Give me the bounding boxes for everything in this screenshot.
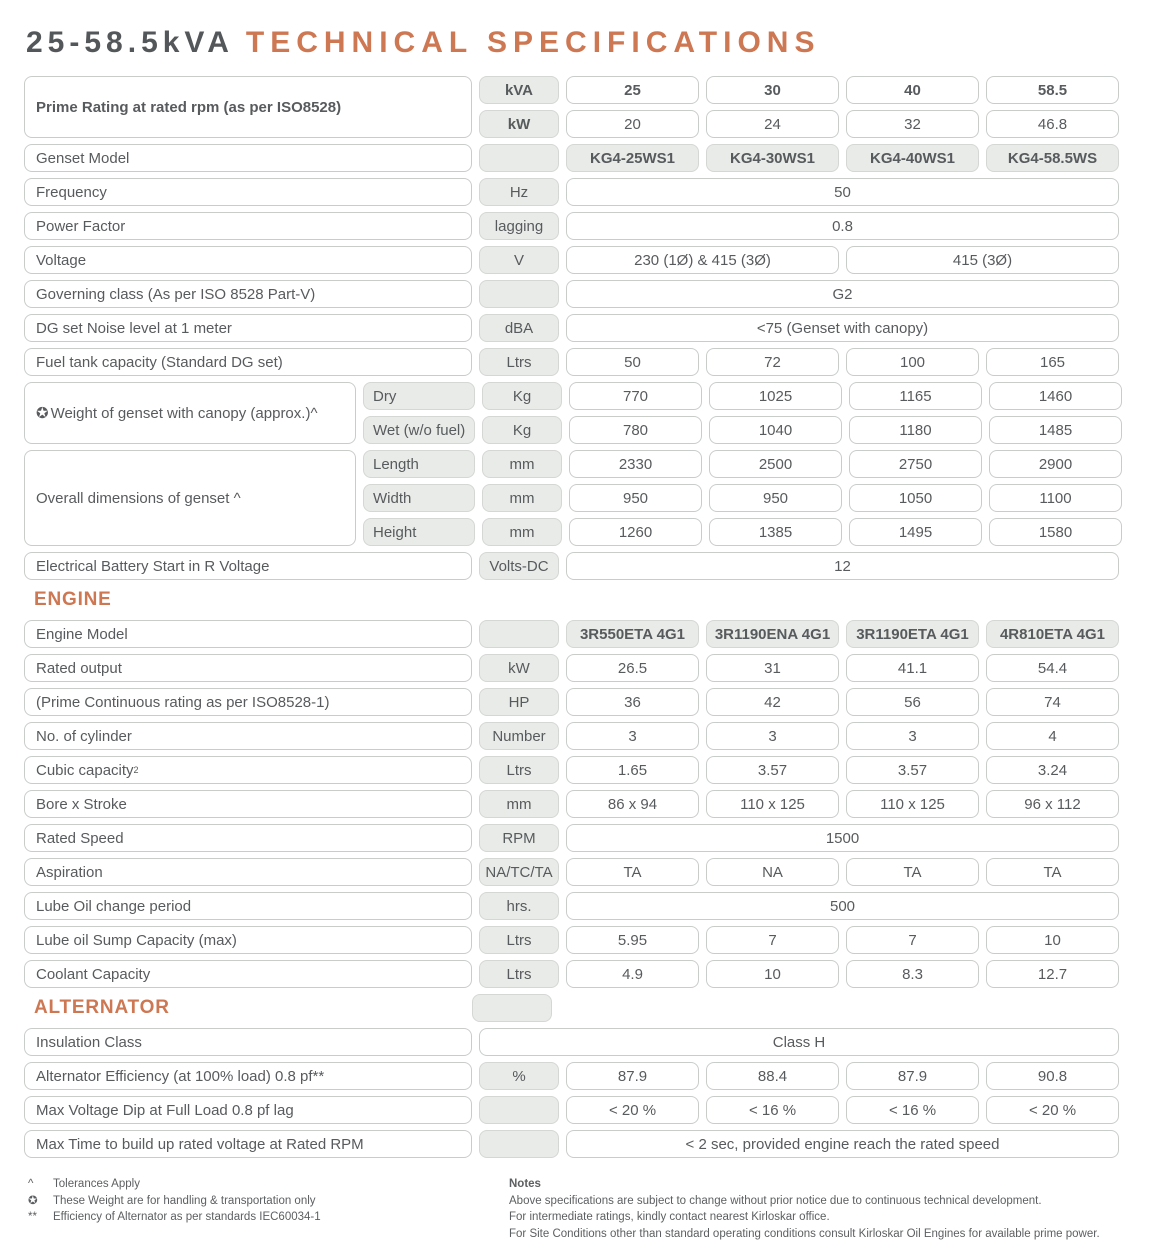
spec-row-prime-rating — [24, 76, 1123, 138]
model-badge: KG4-30WS1 — [706, 144, 839, 172]
model-badge: 4R810ETA 4G1 — [986, 620, 1119, 648]
unit-badge: mm — [482, 450, 562, 478]
notes-block — [506, 1176, 1123, 1242]
value-cell: 10 — [986, 926, 1119, 954]
value-cell: 1460 — [989, 382, 1122, 410]
notes-title: Notes — [509, 1178, 541, 1190]
value-cell: 86 x 94 — [566, 790, 699, 818]
value-cell: 46.8 — [986, 110, 1119, 138]
spec-row-coolant — [24, 960, 1123, 988]
row-label: Bore x Stroke — [24, 790, 472, 818]
spec-row-noise-level — [24, 314, 1123, 342]
value-cell: < 16 % — [706, 1096, 839, 1124]
value-cell: 42 — [706, 688, 839, 716]
row-label: Fuel tank capacity (Standard DG set) — [24, 348, 472, 376]
unit-badge: kVA — [479, 76, 559, 104]
row-label: No. of cylinder — [24, 722, 472, 750]
footer — [24, 1176, 1123, 1242]
row-label: Electrical Battery Start in R Voltage — [24, 552, 472, 580]
sub-label: Dry — [363, 382, 475, 410]
unit-badge: dBA — [479, 314, 559, 342]
unit-badge-empty — [479, 1096, 559, 1124]
value-cell: 10 — [706, 960, 839, 988]
dimension-length-line — [363, 450, 1122, 478]
footnotes — [24, 1176, 506, 1242]
value-cell: 3.57 — [846, 756, 979, 784]
unit-badge: Volts-DC — [479, 552, 559, 580]
value-cell-merged: < 2 sec, provided engine reach the rated speed — [566, 1130, 1119, 1158]
spec-row-bore-stroke — [24, 790, 1123, 818]
value-cell-merged: Class H — [479, 1028, 1119, 1056]
note-line: For intermediate ratings, kindly contact nearest Kirloskar office. — [509, 1211, 830, 1223]
value-cell: 950 — [709, 484, 842, 512]
value-cell: 7 — [706, 926, 839, 954]
value-cell: 40 — [846, 76, 979, 104]
row-label: Aspiration — [24, 858, 472, 886]
value-cell: 20 — [566, 110, 699, 138]
sub-label: Wet (w/o fuel) — [363, 416, 475, 444]
unit-badge: kW — [479, 654, 559, 682]
unit-badge: Ltrs — [479, 926, 559, 954]
value-cell: 1050 — [849, 484, 982, 512]
spec-row-dimensions — [24, 450, 1123, 546]
spec-row-aspiration — [24, 858, 1123, 886]
spec-row-governing-class — [24, 280, 1123, 308]
value-cell-merged: 50 — [566, 178, 1119, 206]
dimension-width-line — [363, 484, 1122, 512]
model-badge: 3R1190ETA 4G1 — [846, 620, 979, 648]
value-cell: 1580 — [989, 518, 1122, 546]
row-label: Lube oil Sump Capacity (max) — [24, 926, 472, 954]
value-cell: 7 — [846, 926, 979, 954]
spec-row-power-factor — [24, 212, 1123, 240]
value-cell: 24 — [706, 110, 839, 138]
unit-badge: lagging — [479, 212, 559, 240]
value-cell: 41.1 — [846, 654, 979, 682]
gear-star-icon: ✪ — [28, 1194, 38, 1207]
value-cell: 88.4 — [706, 1062, 839, 1090]
unit-badge: HP — [479, 688, 559, 716]
model-badge: KG4-58.5WS — [986, 144, 1119, 172]
value-cell: 110 x 125 — [706, 790, 839, 818]
row-label — [24, 382, 356, 444]
row-label: Lube Oil change period — [24, 892, 472, 920]
value-cell: < 20 % — [566, 1096, 699, 1124]
unit-badge-empty — [479, 1130, 559, 1158]
title-range: 25-58.5kVA — [26, 26, 234, 59]
dimension-height-line — [363, 518, 1122, 546]
value-cell-merged: 230 (1Ø) & 415 (3Ø) — [566, 246, 839, 274]
value-cell: 31 — [706, 654, 839, 682]
row-label: Cubic capacity 2 — [24, 756, 472, 784]
spec-row-efficiency — [24, 1062, 1123, 1090]
unit-badge-empty — [479, 280, 559, 308]
value-cell-merged: 415 (3Ø) — [846, 246, 1119, 274]
value-cell: 54.4 — [986, 654, 1119, 682]
row-label: Rated output — [24, 654, 472, 682]
value-cell: 50 — [566, 348, 699, 376]
value-cell: TA — [986, 858, 1119, 886]
value-cell: 87.9 — [846, 1062, 979, 1090]
row-label: Genset Model — [24, 144, 472, 172]
footnote-weight — [28, 1193, 506, 1210]
unit-badge: V — [479, 246, 559, 274]
value-cell: 26.5 — [566, 654, 699, 682]
unit-badge: Kg — [482, 416, 562, 444]
value-cell-merged: 0.8 — [566, 212, 1119, 240]
value-cell: 4 — [986, 722, 1119, 750]
value-cell: 2900 — [989, 450, 1122, 478]
value-cell: 100 — [846, 348, 979, 376]
value-cell: 12.7 — [986, 960, 1119, 988]
gear-star-icon: ✪ — [36, 404, 49, 422]
unit-badge: Ltrs — [479, 756, 559, 784]
row-label: Insulation Class — [24, 1028, 472, 1056]
model-badge: 3R550ETA 4G1 — [566, 620, 699, 648]
value-cell: 1180 — [849, 416, 982, 444]
value-cell: 90.8 — [986, 1062, 1119, 1090]
weight-label: Weight of genset with canopy (approx.)^ — [50, 404, 318, 422]
value-cell: 3.24 — [986, 756, 1119, 784]
value-cell: 1.65 — [566, 756, 699, 784]
unit-badge: hrs. — [479, 892, 559, 920]
section-title: ENGINE — [34, 589, 112, 610]
value-cell: 2500 — [709, 450, 842, 478]
value-cell: 2330 — [569, 450, 702, 478]
value-cell: 32 — [846, 110, 979, 138]
spec-row-rated-output — [24, 654, 1123, 682]
unit-badge-empty — [479, 144, 559, 172]
value-cell-merged: <75 (Genset with canopy) — [566, 314, 1119, 342]
spec-row-voltage-dip — [24, 1096, 1123, 1124]
row-label: Coolant Capacity — [24, 960, 472, 988]
value-cell-merged: 1500 — [566, 824, 1119, 852]
value-cell: 780 — [569, 416, 702, 444]
footnote-text: Tolerances Apply — [53, 1178, 140, 1190]
cubic-label: Cubic capacity — [36, 761, 134, 779]
spec-row-frequency — [24, 178, 1123, 206]
value-cell: 165 — [986, 348, 1119, 376]
spec-row-cubic-capacity — [24, 756, 1123, 784]
section-title: ALTERNATOR — [34, 997, 170, 1018]
row-label: Max Voltage Dip at Full Load 0.8 pf lag — [24, 1096, 472, 1124]
row-label: Max Time to build up rated voltage at Rated RPM — [24, 1130, 472, 1158]
row-label: Alternator Efficiency (at 100% load) 0.8 pf** — [24, 1062, 472, 1090]
unit-badge: Kg — [482, 382, 562, 410]
value-cell: TA — [566, 858, 699, 886]
value-cell: < 16 % — [846, 1096, 979, 1124]
value-cell: 1040 — [709, 416, 842, 444]
value-cell: 1385 — [709, 518, 842, 546]
weight-wet-line — [363, 416, 1122, 444]
value-cell: 25 — [566, 76, 699, 104]
row-label: Overall dimensions of genset ^ — [24, 450, 356, 546]
value-cell: 3.57 — [706, 756, 839, 784]
unit-badge-empty — [472, 994, 552, 1022]
caret-symbol: ^ — [28, 1178, 34, 1190]
row-label: (Prime Continuous rating as per ISO8528-1) — [24, 688, 472, 716]
spec-row-voltage-buildup — [24, 1130, 1123, 1158]
value-cell: 1025 — [709, 382, 842, 410]
spec-table — [24, 76, 1123, 1158]
unit-badge: Hz — [479, 178, 559, 206]
spec-row-prime-continuous — [24, 688, 1123, 716]
page-title — [26, 26, 1123, 60]
spec-row-battery — [24, 552, 1123, 580]
unit-badge: Ltrs — [479, 960, 559, 988]
value-cell: 36 — [566, 688, 699, 716]
unit-badge-empty — [479, 620, 559, 648]
value-cell: 3 — [846, 722, 979, 750]
spec-row-rated-speed — [24, 824, 1123, 852]
title-accent: TECHNICAL SPECIFICATIONS — [245, 26, 821, 59]
value-cell: 3 — [706, 722, 839, 750]
unit-badge: Ltrs — [479, 348, 559, 376]
value-cell-merged: 12 — [566, 552, 1119, 580]
value-cell: 58.5 — [986, 76, 1119, 104]
value-cell-merged: 500 — [566, 892, 1119, 920]
unit-badge: mm — [479, 790, 559, 818]
footnote-text: These Weight are for handling & transportation only — [53, 1194, 316, 1207]
row-label: DG set Noise level at 1 meter — [24, 314, 472, 342]
value-cell: 74 — [986, 688, 1119, 716]
row-label: Engine Model — [24, 620, 472, 648]
row-label: Governing class (As per ISO 8528 Part-V) — [24, 280, 472, 308]
unit-badge: mm — [482, 518, 562, 546]
weight-dry-line — [363, 382, 1122, 410]
prime-kw-line — [479, 110, 1119, 138]
value-cell: 1100 — [989, 484, 1122, 512]
section-header-engine — [24, 586, 1123, 614]
sub-label: Length — [363, 450, 475, 478]
value-cell: 770 — [569, 382, 702, 410]
sub-label: Width — [363, 484, 475, 512]
asterisk-symbol: ** — [28, 1211, 37, 1223]
spec-row-lube-change — [24, 892, 1123, 920]
spec-row-insulation — [24, 1028, 1123, 1056]
spec-row-sump-capacity — [24, 926, 1123, 954]
value-cell: 2750 — [849, 450, 982, 478]
spec-row-cylinders — [24, 722, 1123, 750]
value-cell: 950 — [569, 484, 702, 512]
row-label: Frequency — [24, 178, 472, 206]
value-cell: 56 — [846, 688, 979, 716]
value-cell: 1495 — [849, 518, 982, 546]
value-cell: 96 x 112 — [986, 790, 1119, 818]
spec-row-voltage — [24, 246, 1123, 274]
value-cell: 87.9 — [566, 1062, 699, 1090]
unit-badge: mm — [482, 484, 562, 512]
value-cell-merged: G2 — [566, 280, 1119, 308]
value-cell: 1260 — [569, 518, 702, 546]
unit-badge: kW — [479, 110, 559, 138]
model-badge: 3R1190ENA 4G1 — [706, 620, 839, 648]
value-cell: 4.9 — [566, 960, 699, 988]
value-cell: 72 — [706, 348, 839, 376]
value-cell: 1485 — [989, 416, 1122, 444]
section-header-alternator — [24, 994, 1123, 1022]
value-cell: 5.95 — [566, 926, 699, 954]
spec-row-weight — [24, 382, 1123, 444]
sub-label: Height — [363, 518, 475, 546]
value-cell: 1165 — [849, 382, 982, 410]
value-cell: TA — [846, 858, 979, 886]
row-label: Prime Rating at rated rpm (as per ISO8528) — [24, 76, 472, 138]
value-cell: NA — [706, 858, 839, 886]
note-line: Above specifications are subject to change without prior notice due to continuous technical development. — [509, 1194, 1042, 1207]
model-badge: KG4-40WS1 — [846, 144, 979, 172]
row-label: Rated Speed — [24, 824, 472, 852]
footnote-tolerances — [28, 1176, 506, 1193]
unit-badge: NA/TC/TA — [479, 858, 559, 886]
prime-kva-line — [479, 76, 1119, 104]
value-cell: < 20 % — [986, 1096, 1119, 1124]
model-badge: KG4-25WS1 — [566, 144, 699, 172]
unit-badge: Number — [479, 722, 559, 750]
value-cell: 30 — [706, 76, 839, 104]
spec-row-engine-model — [24, 620, 1123, 648]
spec-row-genset-model — [24, 144, 1123, 172]
spec-row-fuel-tank — [24, 348, 1123, 376]
unit-badge: RPM — [479, 824, 559, 852]
row-label: Power Factor — [24, 212, 472, 240]
value-cell: 110 x 125 — [846, 790, 979, 818]
note-line: For Site Conditions other than standard operating conditions consult Kirloskar Oil Engines for available prime power. — [509, 1227, 1100, 1240]
value-cell: 3 — [566, 722, 699, 750]
value-cell: 8.3 — [846, 960, 979, 988]
row-label: Voltage — [24, 246, 472, 274]
unit-badge: % — [479, 1062, 559, 1090]
footnote-efficiency — [28, 1209, 506, 1226]
footnote-text: Efficiency of Alternator as per standards IEC60034-1 — [53, 1211, 321, 1223]
